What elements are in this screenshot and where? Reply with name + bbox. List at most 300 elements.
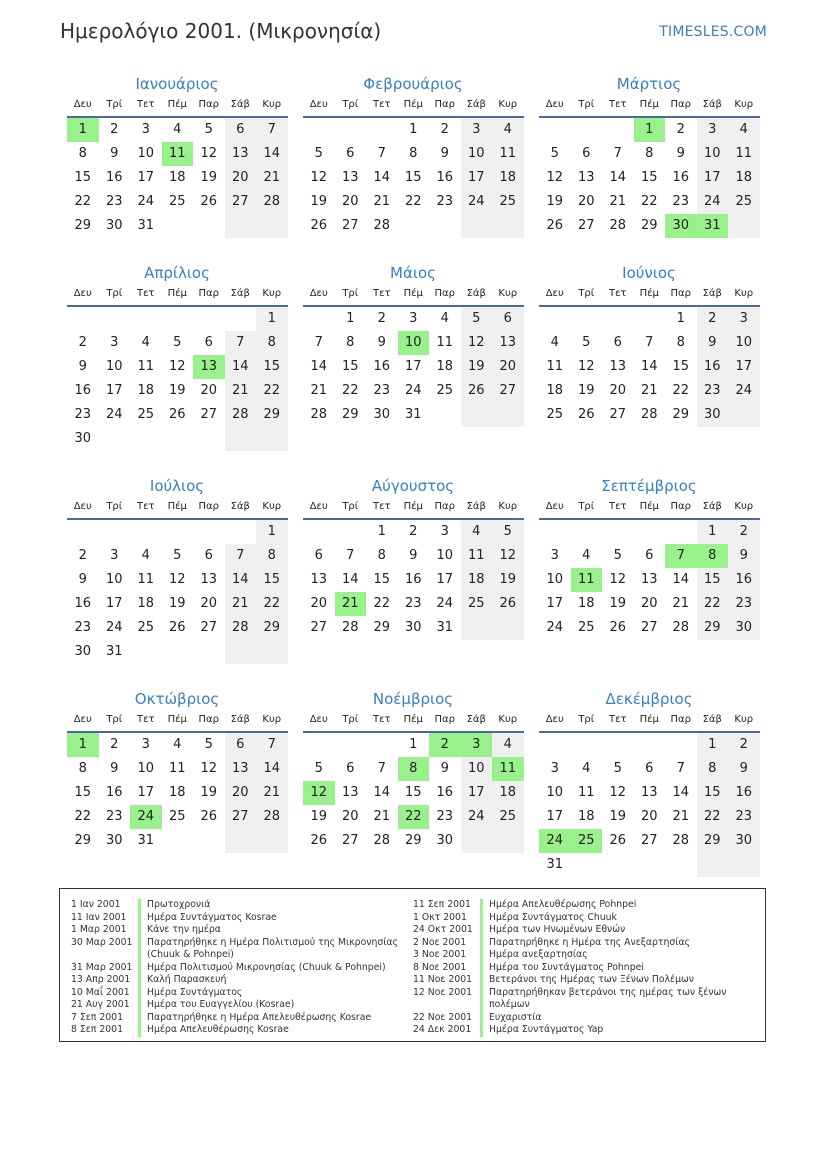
weekday-header: Δευ xyxy=(539,496,571,520)
day-cell: 18 xyxy=(492,166,524,190)
weekday-header: Κυρ xyxy=(492,94,524,118)
weekday-header: Τετ xyxy=(602,283,634,307)
day-cell: 2 xyxy=(676,122,685,137)
legend-date: 24 Δεκ 2001 xyxy=(413,1024,483,1037)
day-cell: 23 xyxy=(728,805,760,829)
legend-holiday-name: Πρωτοχρονιά xyxy=(147,899,211,910)
day-cell: 3 xyxy=(141,122,150,137)
day-cell: 9 xyxy=(110,146,119,161)
day-cell: 22 xyxy=(697,592,729,616)
day-cell: 2 xyxy=(440,122,449,137)
day-cell: 26 xyxy=(200,809,218,824)
day-cell: 7 xyxy=(665,544,697,568)
day-cell: 7 xyxy=(645,335,654,350)
day-cell: 21 xyxy=(672,809,690,824)
legend-date: 22 Νοε 2001 xyxy=(413,1012,483,1025)
empty-cell xyxy=(256,829,288,853)
day-cell: 4 xyxy=(582,548,591,563)
weekday-header: Σάβ xyxy=(225,709,257,733)
day-cell: 19 xyxy=(546,194,564,209)
day-cell: 28 xyxy=(373,218,391,233)
day-cell: 20 xyxy=(310,596,328,611)
day-cell: 12 xyxy=(200,146,218,161)
month-4 xyxy=(67,263,287,451)
day-cell: 9 xyxy=(728,544,760,568)
day-cell: 24 xyxy=(546,620,564,635)
weekday-header: Παρ xyxy=(193,709,225,733)
empty-cell xyxy=(162,214,194,238)
empty-cell xyxy=(602,520,634,544)
empty-cell xyxy=(335,118,367,142)
day-cell: 30 xyxy=(105,833,123,848)
day-cell: 31 xyxy=(436,620,454,635)
empty-cell xyxy=(461,829,493,853)
weekday-header: Παρ xyxy=(665,709,697,733)
empty-cell xyxy=(539,307,571,331)
day-cell: 13 xyxy=(310,572,328,587)
weekday-header: Δευ xyxy=(67,496,99,520)
weekday-header: Τετ xyxy=(366,496,398,520)
day-cell: 4 xyxy=(582,761,591,776)
day-cell: 5 xyxy=(204,737,213,752)
empty-cell xyxy=(728,214,760,238)
legend-row xyxy=(413,1024,753,1037)
day-cell: 17 xyxy=(546,809,564,824)
empty-cell xyxy=(162,829,194,853)
legend-holiday-name: Ημέρα Συντάγματος xyxy=(147,986,243,998)
day-cell: 10 xyxy=(728,331,760,355)
day-cell: 2 xyxy=(728,733,760,757)
month-3 xyxy=(539,74,759,238)
month-grid xyxy=(67,496,287,664)
day-cell: 23 xyxy=(74,407,92,422)
day-cell: 14 xyxy=(640,359,658,374)
day-cell: 15 xyxy=(341,359,359,374)
day-cell: 25 xyxy=(546,407,564,422)
day-cell: 20 xyxy=(577,194,595,209)
day-cell: 7 xyxy=(676,761,685,776)
day-cell: 16 xyxy=(105,170,123,185)
day-cell: 26 xyxy=(310,218,328,233)
empty-cell xyxy=(492,829,524,853)
empty-cell xyxy=(225,640,257,664)
day-cell: 9 xyxy=(440,761,449,776)
day-cell: 15 xyxy=(672,359,690,374)
weekday-header: Τετ xyxy=(602,94,634,118)
weekday-header: Σάβ xyxy=(225,496,257,520)
day-cell: 17 xyxy=(404,359,422,374)
day-cell: 27 xyxy=(609,407,627,422)
weekday-header: Παρ xyxy=(665,283,697,307)
day-cell: 23 xyxy=(672,194,690,209)
day-cell: 25 xyxy=(168,809,186,824)
day-cell: 28 xyxy=(672,833,690,848)
day-cell: 10 xyxy=(546,572,564,587)
day-cell: 4 xyxy=(141,335,150,350)
day-cell: 1 xyxy=(697,520,729,544)
day-cell: 16 xyxy=(74,596,92,611)
day-cell: 8 xyxy=(256,331,288,355)
day-cell: 12 xyxy=(546,170,564,185)
legend-date: 2 Νοε 2001 xyxy=(413,937,483,950)
empty-cell xyxy=(225,520,257,544)
day-cell: 29 xyxy=(74,833,92,848)
day-cell: 29 xyxy=(404,833,422,848)
legend-row xyxy=(413,974,753,987)
day-cell: 2 xyxy=(110,737,119,752)
day-cell: 20 xyxy=(609,383,627,398)
empty-cell xyxy=(256,427,288,451)
empty-cell xyxy=(571,733,603,757)
day-cell: 18 xyxy=(492,781,524,805)
day-cell: 28 xyxy=(640,407,658,422)
empty-cell xyxy=(539,520,571,544)
day-cell: 7 xyxy=(225,331,257,355)
day-cell: 25 xyxy=(461,592,493,616)
day-cell: 9 xyxy=(676,146,685,161)
day-cell: 23 xyxy=(728,592,760,616)
day-cell: 12 xyxy=(303,781,335,805)
weekday-header: Κυρ xyxy=(728,283,760,307)
day-cell: 18 xyxy=(546,383,564,398)
weekday-header: Κυρ xyxy=(728,496,760,520)
empty-cell xyxy=(225,214,257,238)
month-name: Νοέμβριος xyxy=(372,690,454,708)
weekday-header: Πέμ xyxy=(162,496,194,520)
day-cell: 9 xyxy=(440,146,449,161)
weekday-header: Δευ xyxy=(539,283,571,307)
empty-cell xyxy=(602,733,634,757)
day-cell: 7 xyxy=(346,548,355,563)
day-cell: 15 xyxy=(697,568,729,592)
legend-holiday-name: Ημέρα ανεξαρτησίας xyxy=(489,949,588,960)
month-12 xyxy=(539,689,759,877)
weekday-header: Παρ xyxy=(665,496,697,520)
empty-cell xyxy=(492,403,524,427)
month-1 xyxy=(67,74,287,238)
day-cell: 4 xyxy=(141,548,150,563)
legend-holiday-name: Ημέρα Απελευθέρωσης Pohnpei xyxy=(489,899,637,910)
day-cell: 19 xyxy=(310,194,328,209)
empty-cell xyxy=(571,118,603,142)
day-cell: 4 xyxy=(461,520,493,544)
legend-row xyxy=(413,924,753,937)
day-cell: 3 xyxy=(550,761,559,776)
empty-cell xyxy=(99,520,131,544)
day-cell: 14 xyxy=(225,568,257,592)
weekday-header: Δευ xyxy=(303,283,335,307)
day-cell: 10 xyxy=(461,142,493,166)
legend-date: 30 Μαρ 2001 xyxy=(71,937,141,962)
weekday-header: Τετ xyxy=(602,496,634,520)
day-cell: 6 xyxy=(582,146,591,161)
weekday-header: Παρ xyxy=(429,496,461,520)
legend-holiday-name: Ημέρα Πολιτισμού Μικρονησίας (Chuuk & Pohnpei) xyxy=(147,961,386,973)
weekday-header: Τρί xyxy=(335,709,367,733)
empty-cell xyxy=(492,616,524,640)
month-grid xyxy=(303,94,523,238)
day-cell: 16 xyxy=(697,355,729,379)
empty-cell xyxy=(193,427,225,451)
day-cell: 29 xyxy=(373,620,391,635)
day-cell: 19 xyxy=(609,596,627,611)
day-cell: 16 xyxy=(74,383,92,398)
empty-cell xyxy=(225,829,257,853)
weekday-header: Σάβ xyxy=(461,496,493,520)
day-cell: 13 xyxy=(341,785,359,800)
legend-date: 11 Σεπ 2001 xyxy=(413,899,483,912)
day-cell: 5 xyxy=(173,548,182,563)
day-cell: 11 xyxy=(492,757,524,781)
day-cell: 7 xyxy=(377,146,386,161)
day-cell: 2 xyxy=(697,307,729,331)
day-cell: 11 xyxy=(728,142,760,166)
day-cell: 8 xyxy=(78,761,87,776)
day-cell: 16 xyxy=(105,785,123,800)
day-cell: 1 xyxy=(256,307,288,331)
day-cell: 22 xyxy=(404,194,422,209)
day-cell: 12 xyxy=(200,761,218,776)
day-cell: 18 xyxy=(728,166,760,190)
empty-cell xyxy=(162,520,194,544)
month-name: Δεκέμβριος xyxy=(605,690,693,708)
day-cell: 28 xyxy=(225,616,257,640)
day-cell: 22 xyxy=(640,194,658,209)
day-cell: 23 xyxy=(697,379,729,403)
legend-date: 24 Οκτ 2001 xyxy=(413,924,483,937)
day-cell: 31 xyxy=(137,833,155,848)
weekday-header: Σάβ xyxy=(461,709,493,733)
month-grid xyxy=(67,283,287,451)
day-cell: 20 xyxy=(225,166,257,190)
empty-cell xyxy=(162,307,194,331)
empty-cell xyxy=(193,829,225,853)
day-cell: 12 xyxy=(609,572,627,587)
legend-holiday-name: Παρατηρήθηκαν βετεράνοι της ημέρας των ξένων πολέμων xyxy=(489,986,727,1010)
day-cell: 17 xyxy=(436,572,454,587)
day-cell: 29 xyxy=(672,407,690,422)
day-cell: 7 xyxy=(314,335,323,350)
day-cell: 30 xyxy=(436,833,454,848)
weekday-header: Κυρ xyxy=(256,709,288,733)
day-cell: 6 xyxy=(645,761,654,776)
empty-cell xyxy=(303,307,335,331)
weekday-header: Τρί xyxy=(99,709,131,733)
day-cell: 19 xyxy=(168,596,186,611)
day-cell: 16 xyxy=(672,170,690,185)
legend-date: 12 Νοε 2001 xyxy=(413,987,483,1012)
day-cell: 9 xyxy=(697,331,729,355)
empty-cell xyxy=(728,853,760,877)
day-cell: 20 xyxy=(640,809,658,824)
day-cell: 16 xyxy=(404,572,422,587)
day-cell: 17 xyxy=(546,596,564,611)
weekday-header: Τρί xyxy=(99,496,131,520)
weekday-header: Παρ xyxy=(665,94,697,118)
weekday-header: Τρί xyxy=(571,283,603,307)
weekday-header: Κυρ xyxy=(492,709,524,733)
day-cell: 8 xyxy=(697,757,729,781)
day-cell: 31 xyxy=(105,644,123,659)
empty-cell xyxy=(728,403,760,427)
empty-cell xyxy=(130,427,162,451)
day-cell: 18 xyxy=(168,170,186,185)
legend-date: 11 Ιαν 2001 xyxy=(71,912,141,925)
empty-cell xyxy=(193,520,225,544)
day-cell: 19 xyxy=(577,383,595,398)
day-cell: 14 xyxy=(341,572,359,587)
day-cell: 15 xyxy=(373,572,391,587)
day-cell: 30 xyxy=(74,431,92,446)
legend-date: 1 Μαρ 2001 xyxy=(71,924,141,937)
empty-cell xyxy=(256,640,288,664)
day-cell: 27 xyxy=(310,620,328,635)
weekday-header: Σάβ xyxy=(225,283,257,307)
weekday-header: Δευ xyxy=(303,496,335,520)
day-cell: 13 xyxy=(577,170,595,185)
weekday-header: Πέμ xyxy=(162,283,194,307)
day-cell: 15 xyxy=(256,568,288,592)
weekday-header: Κυρ xyxy=(256,283,288,307)
day-cell: 23 xyxy=(74,620,92,635)
day-cell: 1 xyxy=(634,118,666,142)
legend-holiday-name: Ημέρα του Συντάγματος Pohnpei xyxy=(489,961,644,973)
day-cell: 5 xyxy=(461,307,493,331)
month-name: Απρίλιος xyxy=(144,264,210,282)
empty-cell xyxy=(634,733,666,757)
day-cell: 13 xyxy=(193,355,225,379)
day-cell: 14 xyxy=(672,785,690,800)
day-cell: 9 xyxy=(409,548,418,563)
day-cell: 17 xyxy=(137,785,155,800)
brand-link[interactable]: TIMESLES.COM xyxy=(659,24,767,40)
empty-cell xyxy=(130,307,162,331)
day-cell: 8 xyxy=(256,544,288,568)
month-grid xyxy=(303,496,523,640)
day-cell: 26 xyxy=(609,620,627,635)
legend-row xyxy=(413,899,753,912)
legend-row xyxy=(71,937,411,962)
day-cell: 22 xyxy=(256,592,288,616)
day-cell: 29 xyxy=(640,218,658,233)
empty-cell xyxy=(256,214,288,238)
legend-row xyxy=(71,912,411,925)
empty-cell xyxy=(634,853,666,877)
day-cell: 7 xyxy=(256,118,288,142)
day-cell: 4 xyxy=(440,311,449,326)
day-cell: 14 xyxy=(609,170,627,185)
weekday-header: Τετ xyxy=(602,709,634,733)
day-cell: 17 xyxy=(137,170,155,185)
day-cell: 20 xyxy=(492,355,524,379)
day-cell: 29 xyxy=(256,616,288,640)
day-cell: 26 xyxy=(200,194,218,209)
empty-cell xyxy=(539,118,571,142)
weekday-header: Πέμ xyxy=(634,496,666,520)
day-cell: 4 xyxy=(492,733,524,757)
day-cell: 16 xyxy=(728,568,760,592)
day-cell: 20 xyxy=(341,194,359,209)
weekday-header: Κυρ xyxy=(492,283,524,307)
month-grid xyxy=(303,283,523,427)
day-cell: 15 xyxy=(640,170,658,185)
weekday-header: Παρ xyxy=(193,94,225,118)
day-cell: 19 xyxy=(461,355,493,379)
day-cell: 17 xyxy=(105,596,123,611)
weekday-header: Πέμ xyxy=(162,94,194,118)
day-cell: 21 xyxy=(373,809,391,824)
weekday-header: Τρί xyxy=(99,283,131,307)
month-grid xyxy=(67,709,287,853)
day-cell: 8 xyxy=(346,335,355,350)
day-cell: 16 xyxy=(728,781,760,805)
empty-cell xyxy=(398,214,430,238)
weekday-header: Πέμ xyxy=(634,283,666,307)
weekday-header: Σάβ xyxy=(697,709,729,733)
day-cell: 13 xyxy=(640,785,658,800)
day-cell: 14 xyxy=(256,142,288,166)
day-cell: 3 xyxy=(110,335,119,350)
day-cell: 22 xyxy=(74,809,92,824)
day-cell: 1 xyxy=(697,733,729,757)
day-cell: 4 xyxy=(728,118,760,142)
day-cell: 8 xyxy=(676,335,685,350)
month-name: Ιούλιος xyxy=(149,477,205,495)
day-cell: 30 xyxy=(404,620,422,635)
day-cell: 24 xyxy=(137,194,155,209)
legend-holiday-name: Ημέρα Συντάγματος Chuuk xyxy=(489,911,617,923)
day-cell: 15 xyxy=(74,785,92,800)
legend-date: 8 Σεπ 2001 xyxy=(71,1024,141,1037)
legend-date: 1 Οκτ 2001 xyxy=(413,912,483,925)
day-cell: 18 xyxy=(137,383,155,398)
day-cell: 17 xyxy=(461,166,493,190)
day-cell: 25 xyxy=(436,383,454,398)
day-cell: 1 xyxy=(409,122,418,137)
weekday-header: Πέμ xyxy=(634,709,666,733)
weekday-header: Τετ xyxy=(366,709,398,733)
empty-cell xyxy=(303,118,335,142)
day-cell: 27 xyxy=(341,833,359,848)
empty-cell xyxy=(697,853,729,877)
day-cell: 28 xyxy=(672,620,690,635)
day-cell: 4 xyxy=(550,335,559,350)
day-cell: 3 xyxy=(728,307,760,331)
day-cell: 24 xyxy=(539,829,571,853)
empty-cell xyxy=(193,214,225,238)
day-cell: 8 xyxy=(78,146,87,161)
legend-row xyxy=(413,949,753,962)
month-grid xyxy=(539,709,759,877)
day-cell: 3 xyxy=(440,524,449,539)
day-cell: 21 xyxy=(609,194,627,209)
weekday-header: Κυρ xyxy=(256,496,288,520)
day-cell: 17 xyxy=(461,781,493,805)
legend-holiday-name: Ημέρα του Ευαγγελίου (Kosrae) xyxy=(147,999,295,1010)
day-cell: 27 xyxy=(200,620,218,635)
day-cell: 31 xyxy=(404,407,422,422)
day-cell: 3 xyxy=(409,311,418,326)
day-cell: 28 xyxy=(256,805,288,829)
day-cell: 6 xyxy=(204,548,213,563)
weekday-header: Πέμ xyxy=(162,709,194,733)
day-cell: 17 xyxy=(105,383,123,398)
empty-cell xyxy=(162,427,194,451)
day-cell: 2 xyxy=(78,548,87,563)
day-cell: 20 xyxy=(640,596,658,611)
day-cell: 10 xyxy=(436,548,454,563)
legend-row xyxy=(71,999,411,1012)
